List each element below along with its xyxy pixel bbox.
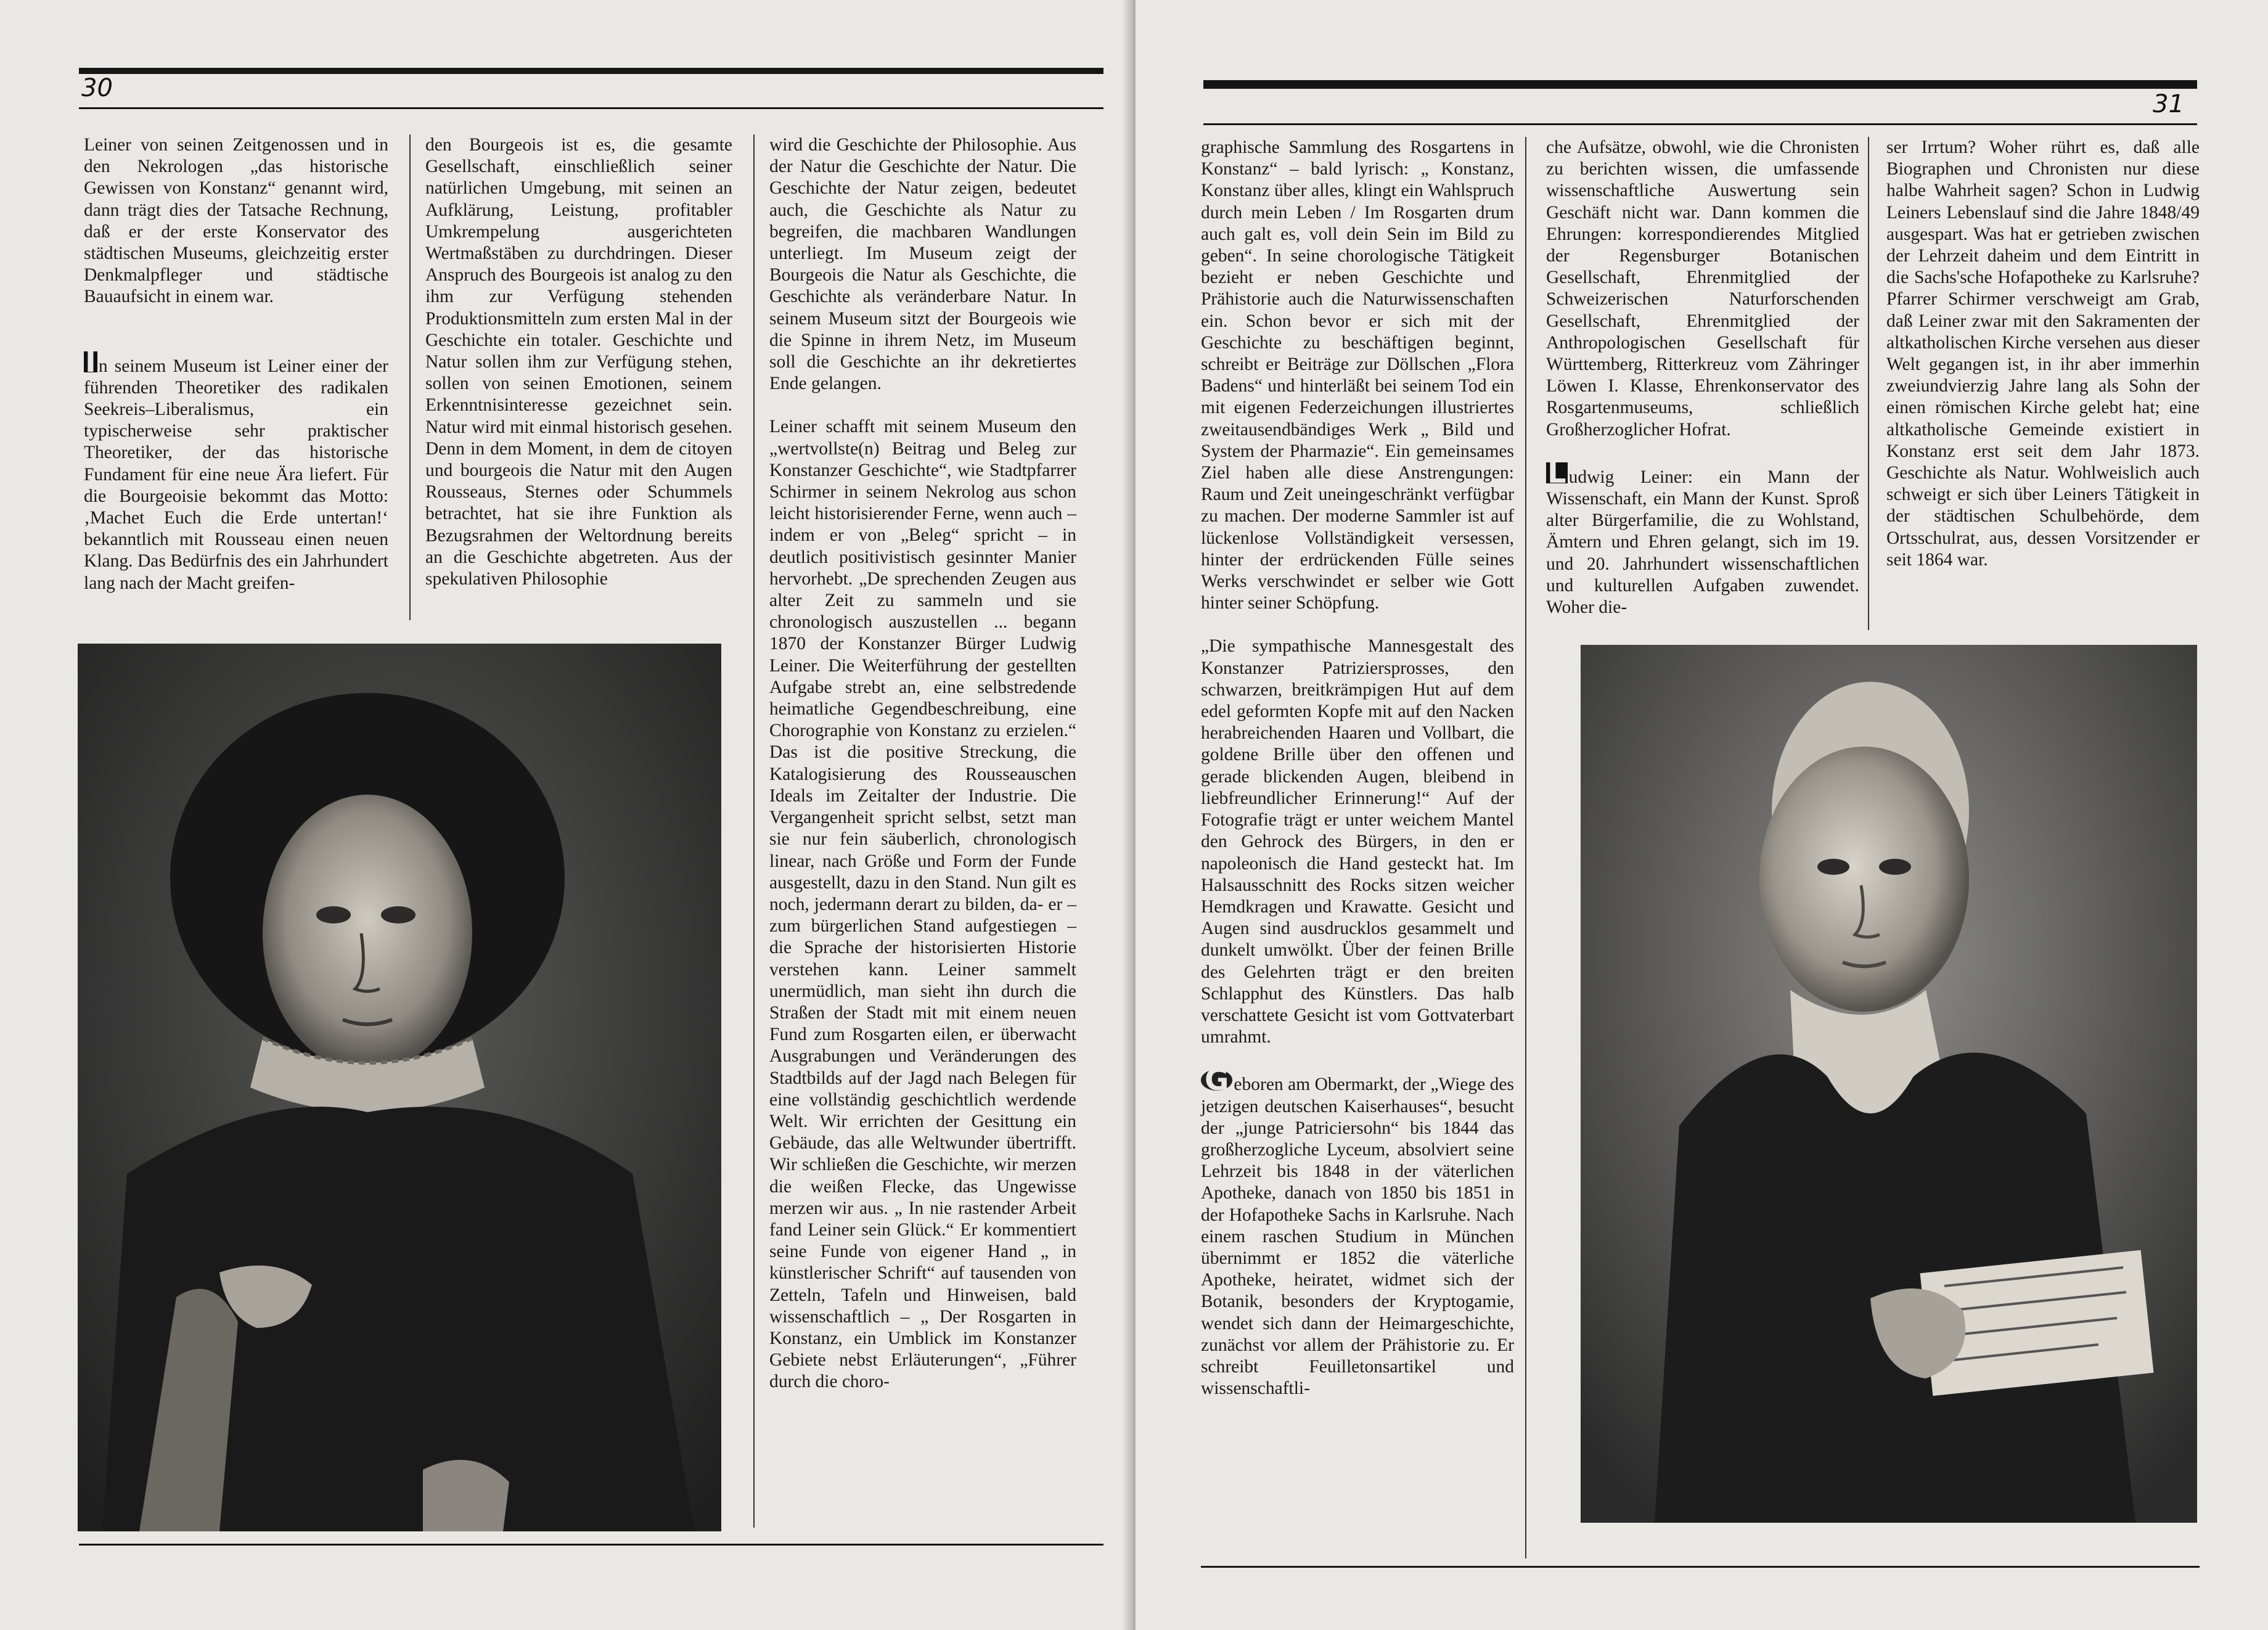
right-page (1136, 0, 2268, 1630)
left-column-3 (769, 134, 1076, 1393)
right-column-2 (1546, 137, 1859, 618)
portrait-photo-man (1581, 645, 2197, 1523)
column-divider (1525, 137, 1526, 1558)
paragraph-text: n seinem Museum ist Leiner einer der führenden Theoretiker des radikalen Seekreis–Liberalismus, ein typischerweise sehr praktischer Theoretiker, der das historische Fundament für eine neue Ära liefert. Für die Bourgeoisie bekommt das Motto: ‚Machet Euch die Erde untertan!‘ bekanntlich mit Rousseau einen neuen Klang. Das Bedürfnis des ein Jahrhundert lang nach der Macht greifen- (84, 356, 388, 593)
paragraph: graphische Sammlung des Rosgartens in Konstanz“ – bald lyrisch: „ Konstanz, Konstanz über alles, klingt ein Wahlspruch durch mein Leben / Im Rosgarten drum auch galt es, voll dein Sein im Bild zu geben“. In seine chorologische Tätigkeit bezieht er neben Geschichte und Prähistorie auch die Naturwissenschaften ein. Schon bevor er sich mit der Geschichte zu beschäftigen beginnt, schreibt er Beiträge zur Döllschen „Flora Badens“ und hinterläßt bei seinem Tod ein mit eigenen Federzeichungen illustriertes zweitausendbändiges Werk „ Bild und System der Pharmazie“. Ein gemeinsames Ziel haben alle diese Anstrengungen: Raum und Zeit uneingeschränkt verfügbar zu machen. Der moderne Sammler ist auf lückenlose Vollständigkeit versessen, hinter der erdrückenden Fülle seines Werks verschwindet er selber wie Gott hinter seiner Schöpfung. (1201, 137, 1514, 613)
paragraph: wird die Geschichte der Philosophie. Aus der Natur die Geschichte der Natur. Die Geschichte der Natur zeigen, bedeutet auch, die Geschichte als Natur zu begreifen, die machbaren Wandlungen unterliegt. Im Museum zeigt der Bourgeois die Natur als Geschichte, die Geschichte als veränderbare Natur. In seinem Museum sitzt der Bourgeois wie die Spinne in ihrem Netz, im Museum soll die Geschichte an ihr dekretiertes Ende gelangen. (769, 135, 1076, 394)
bottom-rule-right (1201, 1566, 2200, 1568)
column-divider (1868, 137, 1869, 630)
right-column-1 (1201, 137, 1514, 1399)
paragraph: den Bourgeois ist es, die gesamte Gesellschaft, einschließlich seiner natürlichen Umgebung, mit seinen an Aufklärung, Leistung, profitabler Umkrempelung ausgerichteten Wertmaßstäben zu durchdringen. Dieser Anspruch des Bourgeois ist analog zu den ihm zur Verfügung stehenden Produktionsmitteln zum ersten Mal in der Geschichte ein totaler. Geschichte und Natur sollen ihm zur Verfügung stehen, sollen von seinen Emotionen, seinem Erkenntnisinteresse gezeichnet sein. Natur wird mit einmal historisch gesehen. Denn in dem Moment, in dem de citoyen und bourgeois die Natur mit den Augen Rousseaus, Sternes oder Schummels betrachtet, hat sie ihre Funktion als Bezugsrahmen der Weltordnung bereits an die Geschichte abgetreten. Aus der spekulativen Philosophie (425, 135, 732, 589)
right-column-3 (1886, 137, 2200, 571)
top-rule-thin (1203, 123, 2197, 125)
left-column-2 (425, 134, 732, 590)
drop-cap: G (1201, 1070, 1232, 1091)
portrait-photo-woman (78, 644, 721, 1531)
paragraph (84, 344, 388, 594)
paragraph-text: eboren am Obermarkt, der „Wiege des jetzigen deutschen Kaiserhauses“, besucht der „junge Patriciersohn“ bis 1844 das großherzogliche Lyceum, absolviert seine Lehrzeit bis 1848 in der väterlichen Apotheke, danach von 1850 bis 1851 in der Hofapotheke Sachs in Karlsruhe. Nach einem raschen Studium in München übernimmt er 1852 die väterliche Apotheke, heiratet, widmet sich der Botanik, besonders der Kryptogamie, wendet sich dann der Heimargeschichte, zunächst vor allem der Prähistorie zu. Er schreibt Feuilletonsartikel und wissenschaftli- (1201, 1075, 1514, 1399)
top-rule-thick (79, 68, 1103, 74)
page-number-left: 30 (81, 74, 113, 102)
portrait-man-image (1581, 645, 2197, 1523)
paragraph-text: udwig Leiner: ein Mann der Wissenschaft, ein Mann der Kunst. Sproß alter Bürgerfamilie, die zu Wohlstand, Ämtern und Ehren gelangt, sich im 19. und 20. Jahrhundert wissenschaftlichen und kulturellen Aufgaben zuwendet. Woher die- (1546, 467, 1859, 618)
top-rule-thin (79, 107, 1103, 109)
column-divider (409, 134, 411, 620)
page-number-right: 31 (2153, 90, 2184, 118)
paragraph: Leiner schafft mit seinem Museum den „wertvollste(n) Beitrag und Beleg zur Konstanzer Geschichte“, wie Stadtpfarrer Schirmer in seinem Nekrolog aus schon leicht historisierender Ferne, wenn auch – indem er von „Beleg“ spricht – in deutlich positivistisch gesinnter Manier hervorhebt. „De sprechenden Zeugen aus alter Zeit zu sammeln und sie chronologisch auszustellen ... begann 1870 der Konstanzer Bürger Ludwig Leiner. Die Weiterführung der gestellten Aufgabe strebt an, eine selbstredende heimatliche Gegendbeschreibung, eine Chorographie von Konstanz zu erzielen.“ Das ist die positive Streckung, die Katalogisierung des Rousseauschen Ideals im Zeitalter der Industrie. Die Vergangenheit spricht selbst, setzt man sie nur fein säuberlich, chronologisch linear, nach Größe und Form der Funde ausgestellt, dazu in den Stand. Nun gilt es noch, jedermann derart zu bilden, da- er – zum bürgerlichen Stand aufgestiegen – die Sprache der historisierten Historie verstehen kann. Leiner sammelt unermüdlich, man sieht ihn durch die Straßen der Stadt mit mit einem neuen Fund zum Rosgarten eilen, er überwacht Ausgrabungen und Veränderungen des Stadtbilds auf der Jagd nach Belegen für eine vollständig geschichtlich werdende Welt. Wir errichten der Gesittung ein Gebäude, das alle Weltwunder übertrifft. Wir schließen die Geschichte, wir merzen die weißen Flecke, das Ungewisse merzen wir aus. „ In nie rastender Arbeit fand Leiner sein Glück.“ Er kommentiert seine Funde von eigener Hand „ in künstlerischer Schrift“ auf tausenden von Zetteln, Tafeln und Hinweisen, bald wissenschaftlich – „ Der Rosgarten in Konstanz, ein Umblick im Konstanzer Gebiete nebst Erläuterungen“, „Führer durch die choro- (769, 417, 1076, 1392)
paragraph (1201, 1063, 1514, 1399)
left-page (0, 0, 1133, 1630)
top-rule-thick (1203, 80, 2197, 89)
left-column-1 (84, 134, 388, 594)
paragraph (1546, 455, 1859, 618)
paragraph: Leiner von seinen Zeitgenossen und in den Nekrologen „das historische Gewissen von Konstanz“ genannt wird, dann trägt dies der Tatsache Rechnung, daß er der erste Konservator des städtischen Museums, gleichzeitig erster Denkmalpfleger und städtische Bauaufsicht in einem war. (84, 135, 388, 307)
paragraph: che Aufsätze, obwohl, wie die Chronisten zu berichten wissen, die umfassende wissenschaftliche Auswertung sein Geschäft nicht war. Dann kommen die Ehrungen: korrespondierendes Mitglied der Regensburger Botanischen Gesellschaft, Ehrenmitglied der Schweizerischen Naturforschenden Gesellschaft, Ehrenmitglied der Anthropologischen Gesellschaft für Württemberg, Ritterkreuz vom Zähringer Löwen I. Klasse, Ehrenkonservator des Rosgartenmuseums, schließlich Großherzoglicher Hofrat. (1546, 137, 1859, 440)
paragraph: ser Irrtum? Woher rührt es, daß alle Biographen und Chronisten nur diese halbe Wahrheit sagen? Schon in Ludwig Leiners Lebenslauf sind die Jahre 1848/49 ausgespart. Was hat er getrieben zwischen der Lehrzeit daheim und dem Eintritt in die Sachs'sche Hofapotheke zu Karlsruhe? Pfarrer Schirmer verschweigt am Grab, daß Leiner zwar mit den Sakramenten der altkatholischen Kirche versehen aus dieser Welt gegangen ist, in ihr aber immerhin zweiundvierzig Jahre lang als Sohn der einen römischen Kirche gelebt hat; eine altkatholische Gemeinde existiert in Konstanz erst seit dem Jahr 1873. Geschichte als Natur. Wohlweislich auch schweigt er sich über Leiners Tätigkeit in der städtischen Schulbehörde, dem Ortsschulrat, aus, dessen Vorsitzender er seit 1864 war. (1886, 137, 2200, 570)
column-divider (753, 134, 755, 1528)
portrait-woman-image (78, 644, 721, 1531)
bottom-rule-left (79, 1544, 1103, 1546)
paragraph: „Die sympathische Mannesgestalt des Konstanzer Patriziersprosses, den schwarzen, breitkrämpigen Hut auf dem edel geformten Kopfe mit auf den Nacken herabreichenden Haaren und Vollbart, die goldene Brille über den offenen und gerade blickenden Augen, bleibend in liebfreundlicher Erinnerung!“ Auf der Fotografie trägt er unter weichem Mantel den Gehrock des Bürgers, in den er napoleonisch die Hand gesteckt hat. Im Halsausschnitt des Rocks sitzen weicher Hemdkragen und Krawatte. Gesicht und Augen sind ausdrucklos gesammelt und dunkelt umwölkt. Über der feinen Brille des Gelehrten trägt er den breiten Schlapphut des Künstlers. Das halb verschattete Gesicht ist vom Gottvaterbart umrahmt. (1201, 636, 1514, 1047)
drop-cap: I (85, 344, 96, 379)
drop-cap: L (1547, 455, 1566, 490)
